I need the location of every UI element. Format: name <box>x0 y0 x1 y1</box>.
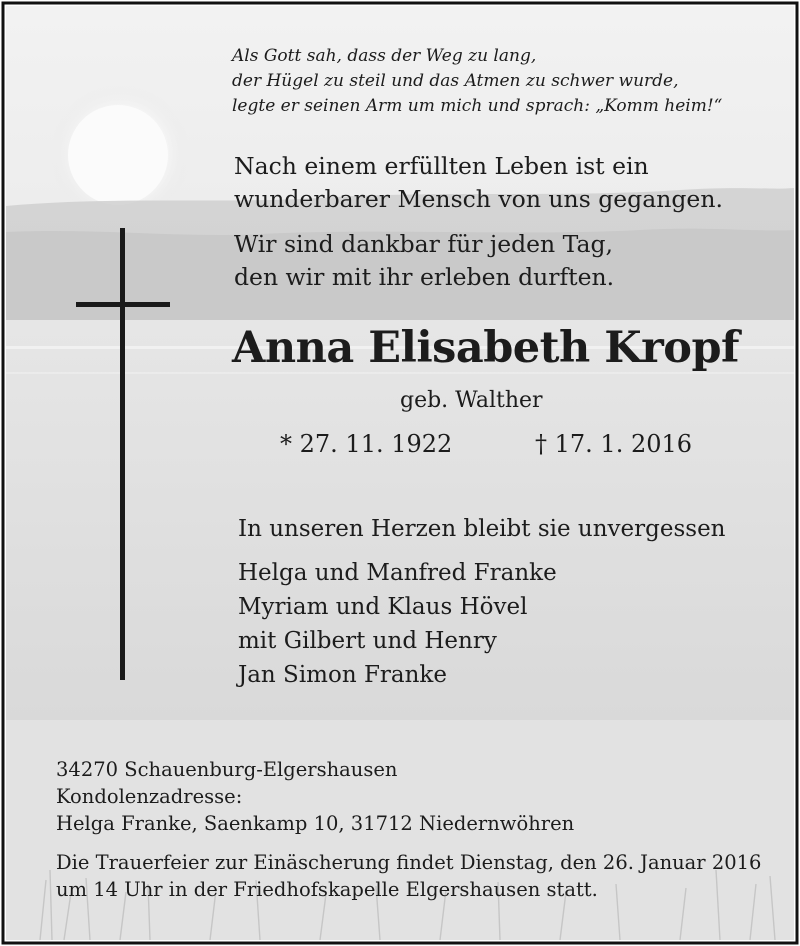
birth-date: * 27. 11. 1922 <box>280 430 453 458</box>
mourner: Jan Simon Franke <box>238 662 447 688</box>
death-date: † 17. 1. 2016 <box>535 430 693 458</box>
poem-line: der Hügel zu steil und das Atmen zu schwer wurde, <box>232 71 679 91</box>
intro-line: Nach einem erfüllten Leben ist ein <box>234 152 649 180</box>
service-line: Die Trauerfeier zur Einäscherung findet Dienstag, den 26. Januar 2016 <box>56 851 762 874</box>
maiden-name: geb. Walther <box>400 388 543 413</box>
memory-line: In unseren Herzen bleibt sie unvergessen <box>238 516 726 542</box>
service-line: um 14 Uhr in der Friedhofskapelle Elgershausen statt. <box>56 878 598 901</box>
thanks-line: Wir sind dankbar für jeden Tag, <box>234 230 614 258</box>
address-block <box>56 756 574 837</box>
funeral-service-info <box>56 849 761 903</box>
thanks-line: den wir mit ihr erleben durften. <box>234 263 615 291</box>
mourner: Helga und Manfred Franke <box>238 560 557 586</box>
poem-line: legte er seinen Arm um mich und sprach: „Komm heim!“ <box>232 96 723 116</box>
condolence-address: Helga Franke, Saenkamp 10, 31712 Niedernwöhren <box>56 812 575 835</box>
cross-icon-beam <box>76 302 170 307</box>
intro-line: wunderbarer Mensch von uns gegangen. <box>234 185 723 213</box>
mourner: Myriam und Klaus Hövel <box>238 594 528 620</box>
cross-icon <box>120 228 125 680</box>
intro-text <box>234 150 723 216</box>
town-line: 34270 Schauenburg-Elgershausen <box>56 758 398 781</box>
thanks-text <box>234 228 614 294</box>
poem-line: Als Gott sah, dass der Weg zu lang, <box>232 46 537 66</box>
mourner: mit Gilbert und Henry <box>238 628 497 654</box>
condolence-label: Kondolenzadresse: <box>56 785 243 808</box>
deceased-name: Anna Elisabeth Kropf <box>232 323 740 373</box>
mourners-list <box>238 556 557 692</box>
poem-verse <box>232 44 722 119</box>
